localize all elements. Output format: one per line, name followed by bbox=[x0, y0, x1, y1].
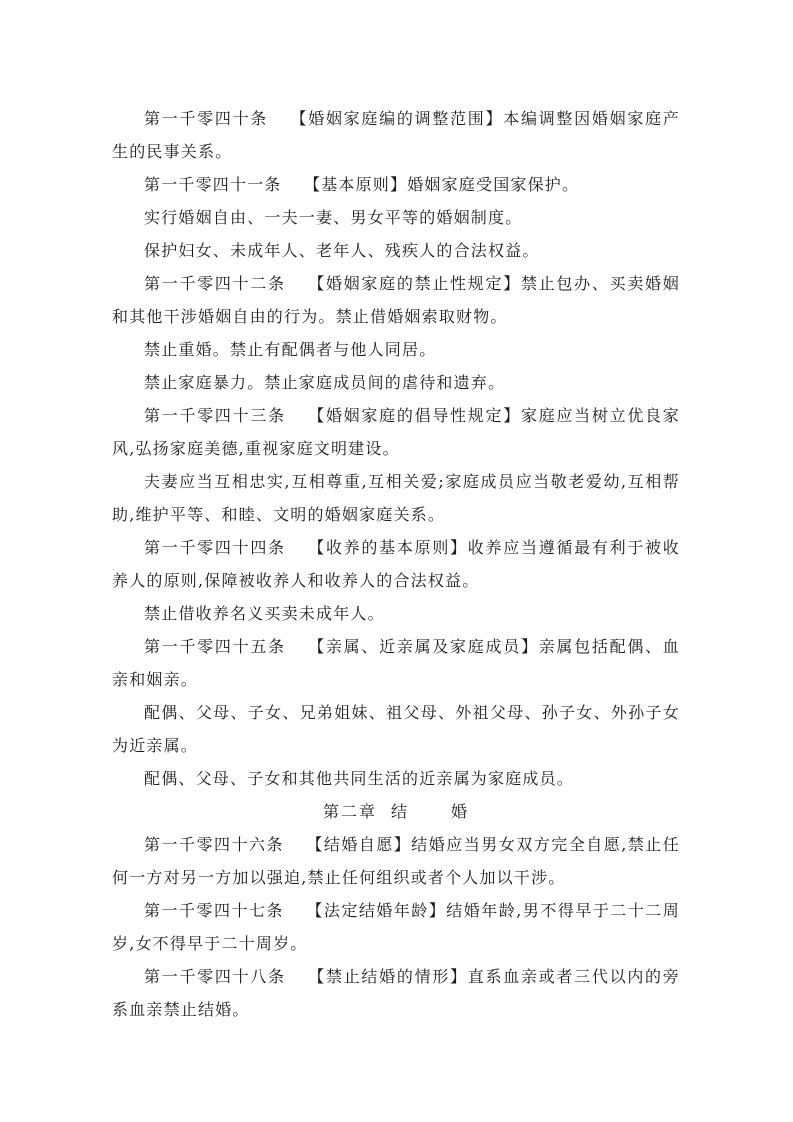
article-number: 第一千零四十二条 bbox=[144, 274, 286, 293]
law-paragraph bbox=[112, 234, 680, 267]
paragraph-text: 实行婚姻自由、一夫一妻、男女平等的婚姻制度。 bbox=[144, 208, 523, 227]
paragraph-text: 配偶、父母、子女和其他共同生活的近亲属为家庭成员。 bbox=[144, 769, 575, 788]
paragraph-text: 禁止借收养名义买卖未成年人。 bbox=[144, 604, 385, 623]
article-number: 第一千零四十四条 bbox=[144, 538, 286, 557]
law-paragraph bbox=[112, 465, 680, 531]
paragraph-text: 保护妇女、未成年人、老年人、残疾人的合法权益。 bbox=[144, 241, 540, 260]
paragraph-text: 【禁止结婚的情形】直系血亲或者三代以内的旁系血亲禁止结婚。 bbox=[112, 967, 680, 1019]
chapter-two-section bbox=[112, 828, 680, 1026]
law-paragraph bbox=[112, 531, 680, 597]
chapter-title-second-char: 婚 bbox=[451, 802, 470, 821]
paragraph-text: 【法定结婚年龄】结婚年龄,男不得早于二十二周岁,女不得早于二十周岁。 bbox=[112, 901, 680, 953]
chapter-number: 第二章 bbox=[322, 802, 377, 821]
paragraph-text: 【收养的基本原则】收养应当遵循最有利于被收养人的原则,保障被收养人和收养人的合法权益。 bbox=[112, 538, 680, 590]
law-paragraph bbox=[112, 597, 680, 630]
law-paragraph bbox=[112, 333, 680, 366]
paragraph-text: 【婚姻家庭的禁止性规定】禁止包办、买卖婚姻和其他干涉婚姻自由的行为。禁止借婚姻索取财物。 bbox=[112, 274, 680, 326]
law-paragraph bbox=[112, 201, 680, 234]
paragraph-text: 禁止重婚。禁止有配偶者与他人同居。 bbox=[144, 340, 437, 359]
law-paragraph bbox=[112, 960, 680, 1026]
law-paragraph bbox=[112, 399, 680, 465]
article-number: 第一千零四十一条 bbox=[144, 175, 282, 194]
chapter-heading bbox=[112, 795, 680, 828]
law-paragraph bbox=[112, 267, 680, 333]
paragraph-text: 【婚姻家庭编的调整范围】本编调整因婚姻家庭产生的民事关系。 bbox=[112, 109, 680, 161]
paragraph-text: 禁止家庭暴力。禁止家庭成员间的虐待和遗弃。 bbox=[144, 373, 506, 392]
paragraph-text: 【基本原则】婚姻家庭受国家保护。 bbox=[304, 175, 580, 194]
paragraph-text: 【结婚自愿】结婚应当男女双方完全自愿,禁止任何一方对另一方加以强迫,禁止任何组织或者个人加以干涉。 bbox=[112, 835, 680, 887]
chapter-title-first-char: 结 bbox=[390, 802, 409, 821]
law-paragraph bbox=[112, 102, 680, 168]
article-number: 第一千零四十五条 bbox=[144, 637, 286, 656]
law-paragraph bbox=[112, 366, 680, 399]
paragraph-text: 【亲属、近亲属及家庭成员】亲属包括配偶、血亲和姻亲。 bbox=[112, 637, 680, 689]
law-paragraph bbox=[112, 696, 680, 762]
paragraph-text: 【婚姻家庭的倡导性规定】家庭应当树立优良家风,弘扬家庭美德,重视家庭文明建设。 bbox=[112, 406, 680, 458]
law-paragraph bbox=[112, 630, 680, 696]
article-number: 第一千零四十八条 bbox=[144, 967, 286, 986]
article-number: 第一千零四十三条 bbox=[144, 406, 286, 425]
law-paragraph bbox=[112, 894, 680, 960]
article-number: 第一千零四十七条 bbox=[144, 901, 284, 920]
paragraph-text: 夫妻应当互相忠实,互相尊重,互相关爱;家庭成员应当敬老爱幼,互相帮助,维护平等、和睦、文明的婚姻家庭关系。 bbox=[112, 472, 680, 524]
document-page bbox=[112, 102, 680, 1026]
law-paragraph bbox=[112, 828, 680, 894]
chapter-one-section bbox=[112, 102, 680, 795]
article-number: 第一千零四十六条 bbox=[144, 835, 284, 854]
paragraph-text: 配偶、父母、子女、兄弟姐妹、祖父母、外祖父母、孙子女、外孙子女为近亲属。 bbox=[112, 703, 680, 755]
law-paragraph bbox=[112, 168, 680, 201]
law-paragraph bbox=[112, 762, 680, 795]
article-number: 第一千零四十条 bbox=[144, 109, 269, 128]
